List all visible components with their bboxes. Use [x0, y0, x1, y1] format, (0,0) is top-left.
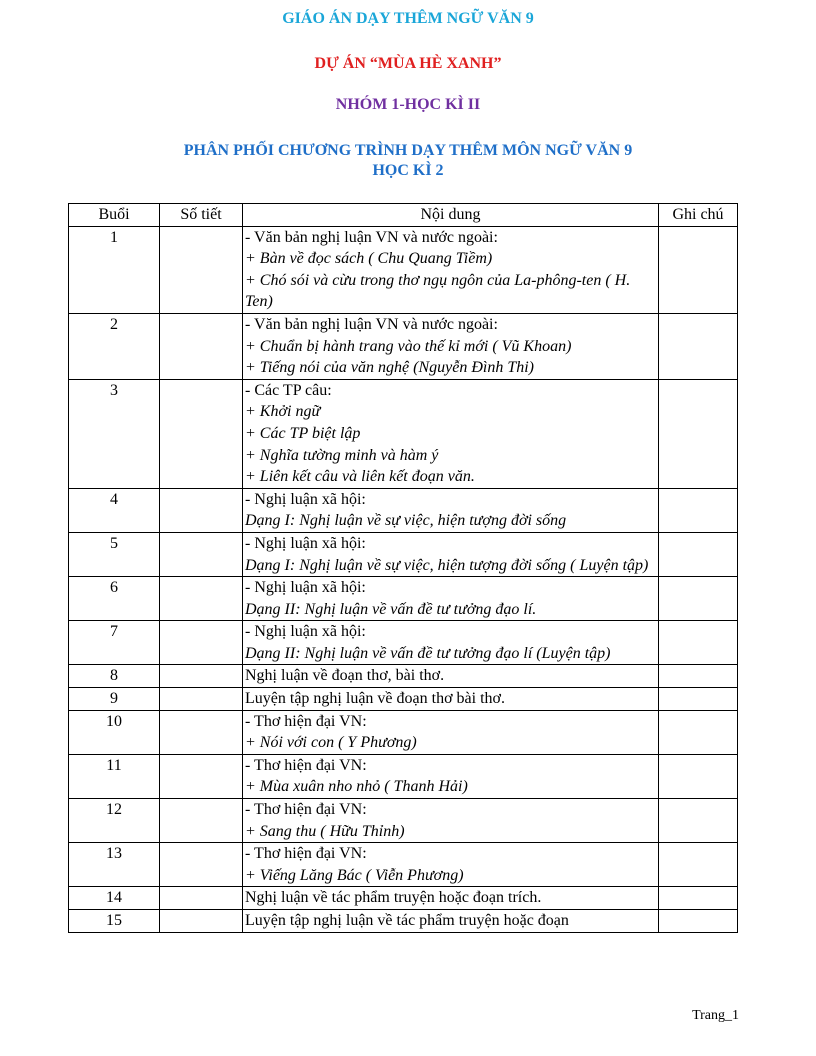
content-line: Dạng II: Nghị luận về vấn đề tư tưởng đạo lí (Luyện tập) — [245, 644, 611, 662]
cell-noi-dung — [243, 843, 659, 887]
content-line: - Nghị luận xã hội: — [245, 534, 366, 552]
cell-buoi: 12 — [69, 799, 160, 843]
content-line: + Nghĩa tường minh và hàm ý — [245, 446, 439, 464]
cell-buoi: 5 — [69, 532, 160, 576]
cell-so-tiet — [160, 226, 243, 313]
table-row — [69, 532, 738, 576]
cell-ghi-chu — [659, 843, 738, 887]
table-row — [69, 379, 738, 488]
cell-buoi: 9 — [69, 688, 160, 711]
cell-ghi-chu — [659, 910, 738, 933]
content-line: - Nghị luận xã hội: — [245, 490, 366, 508]
content-line: Luyện tập nghị luận về đoạn thơ bài thơ. — [245, 690, 505, 708]
cell-ghi-chu — [659, 226, 738, 313]
table-row — [69, 488, 738, 532]
cell-noi-dung — [243, 665, 659, 688]
cell-buoi: 6 — [69, 577, 160, 621]
cell-buoi: 8 — [69, 665, 160, 688]
cell-ghi-chu — [659, 577, 738, 621]
content-line: + Sang thu ( Hữu Thỉnh) — [245, 822, 405, 840]
cell-noi-dung — [243, 226, 659, 313]
content-line: + Các TP biệt lập — [245, 424, 361, 442]
doc-title: GIÁO ÁN DẠY THÊM NGỮ VĂN 9 — [282, 10, 534, 27]
table-row — [69, 577, 738, 621]
content-line: + Chó sói và cừu trong thơ ngụ ngôn của La-phông-ten ( H. Ten) — [245, 271, 631, 311]
cell-so-tiet — [160, 910, 243, 933]
table-row — [69, 910, 738, 933]
program-title-line1: PHÂN PHỐI CHƯƠNG TRÌNH DẠY THÊM MÔN NGỮ VĂN 9 — [183, 142, 633, 159]
cell-buoi: 4 — [69, 488, 160, 532]
content-line: Nghị luận về đoạn thơ, bài thơ. — [245, 667, 445, 685]
content-line: Dạng I: Nghị luận về sự việc, hiện tượng đời sống ( Luyện tập) — [245, 556, 649, 574]
content-line: - Văn bản nghị luận VN và nước ngoài: — [245, 315, 498, 333]
schedule-table — [68, 203, 738, 933]
cell-ghi-chu — [659, 621, 738, 665]
cell-so-tiet — [160, 843, 243, 887]
content-line: - Các TP câu: — [245, 381, 332, 399]
content-line: - Nghị luận xã hội: — [245, 579, 366, 597]
table-row — [69, 843, 738, 887]
content-line: Luyện tập nghị luận về tác phẩm truyện hoặc đoạn — [245, 912, 569, 929]
content-line: + Nói với con ( Y Phương) — [245, 734, 417, 752]
cell-noi-dung — [243, 577, 659, 621]
cell-noi-dung — [243, 887, 659, 910]
content-line: + Mùa xuân nho nhỏ ( Thanh Hải) — [245, 778, 468, 796]
group-title: NHÓM 1-HỌC KÌ II — [335, 96, 481, 113]
cell-so-tiet — [160, 577, 243, 621]
cell-buoi: 14 — [69, 887, 160, 910]
table-row — [69, 754, 738, 798]
cell-buoi: 15 — [69, 910, 160, 933]
project-title: DỰ ÁN “MÙA HÈ XANH” — [314, 55, 502, 72]
table-row — [69, 799, 738, 843]
cell-so-tiet — [160, 887, 243, 910]
cell-ghi-chu — [659, 710, 738, 754]
cell-ghi-chu — [659, 532, 738, 576]
cell-so-tiet — [160, 379, 243, 488]
table-row — [69, 710, 738, 754]
content-line: - Thơ hiện đại VN: — [245, 712, 367, 730]
cell-ghi-chu — [659, 313, 738, 379]
cell-so-tiet — [160, 710, 243, 754]
cell-noi-dung — [243, 621, 659, 665]
cell-buoi: 1 — [69, 226, 160, 313]
page-number: Trang_1 — [692, 1008, 739, 1023]
cell-buoi: 10 — [69, 710, 160, 754]
cell-so-tiet — [160, 313, 243, 379]
table-row — [69, 665, 738, 688]
cell-noi-dung — [243, 488, 659, 532]
content-line: - Thơ hiện đại VN: — [245, 845, 367, 863]
cell-buoi: 11 — [69, 754, 160, 798]
content-line: - Nghị luận xã hội: — [245, 623, 366, 641]
cell-buoi: 2 — [69, 313, 160, 379]
content-line: + Khởi ngữ — [245, 403, 321, 421]
cell-so-tiet — [160, 688, 243, 711]
cell-ghi-chu — [659, 887, 738, 910]
cell-ghi-chu — [659, 488, 738, 532]
cell-buoi: 7 — [69, 621, 160, 665]
content-line: + Liên kết câu và liên kết đoạn văn. — [245, 468, 475, 486]
program-title — [0, 141, 816, 181]
cell-noi-dung — [243, 754, 659, 798]
content-line: Dạng I: Nghị luận về sự việc, hiện tượng đời sống — [245, 512, 567, 530]
cell-so-tiet — [160, 621, 243, 665]
cell-ghi-chu — [659, 688, 738, 711]
cell-noi-dung — [243, 532, 659, 576]
content-line: + Viếng Lăng Bác ( Viễn Phương) — [245, 866, 464, 884]
cell-noi-dung — [243, 710, 659, 754]
content-line: + Bàn về đọc sách ( Chu Quang Tiềm) — [245, 250, 493, 268]
content-line: - Văn bản nghị luận VN và nước ngoài: — [245, 228, 498, 246]
program-title-line2: HỌC KÌ 2 — [372, 162, 444, 179]
cell-ghi-chu — [659, 754, 738, 798]
table-row — [69, 887, 738, 910]
col-header-buoi: Buổi — [69, 204, 160, 227]
cell-ghi-chu — [659, 665, 738, 688]
content-line: - Thơ hiện đại VN: — [245, 801, 367, 819]
content-line: Nghị luận về tác phẩm truyện hoặc đoạn trích. — [245, 889, 542, 907]
cell-noi-dung — [243, 379, 659, 488]
cell-so-tiet — [160, 488, 243, 532]
col-header-so-tiet: Số tiết — [160, 204, 243, 227]
cell-buoi: 3 — [69, 379, 160, 488]
cell-noi-dung — [243, 313, 659, 379]
cell-noi-dung — [243, 910, 659, 933]
content-line: + Tiếng nói của văn nghệ (Nguyễn Đình Thi) — [245, 359, 534, 377]
table-row — [69, 688, 738, 711]
cell-ghi-chu — [659, 799, 738, 843]
cell-so-tiet — [160, 532, 243, 576]
col-header-noi-dung: Nội dung — [243, 204, 659, 227]
cell-so-tiet — [160, 799, 243, 843]
cell-ghi-chu — [659, 379, 738, 488]
content-line: - Thơ hiện đại VN: — [245, 756, 367, 774]
col-header-ghi-chu: Ghi chú — [659, 204, 738, 227]
cell-so-tiet — [160, 754, 243, 798]
cell-noi-dung — [243, 688, 659, 711]
content-line: + Chuẩn bị hành trang vào thế kỉ mới ( Vũ Khoan) — [245, 337, 572, 355]
content-line: Dạng II: Nghị luận về vấn đề tư tưởng đạo lí. — [245, 600, 537, 618]
table-row — [69, 226, 738, 313]
table-body — [69, 226, 738, 932]
table-header-row — [69, 204, 738, 227]
cell-so-tiet — [160, 665, 243, 688]
table-row — [69, 313, 738, 379]
table-row — [69, 621, 738, 665]
cell-noi-dung — [243, 799, 659, 843]
cell-buoi: 13 — [69, 843, 160, 887]
